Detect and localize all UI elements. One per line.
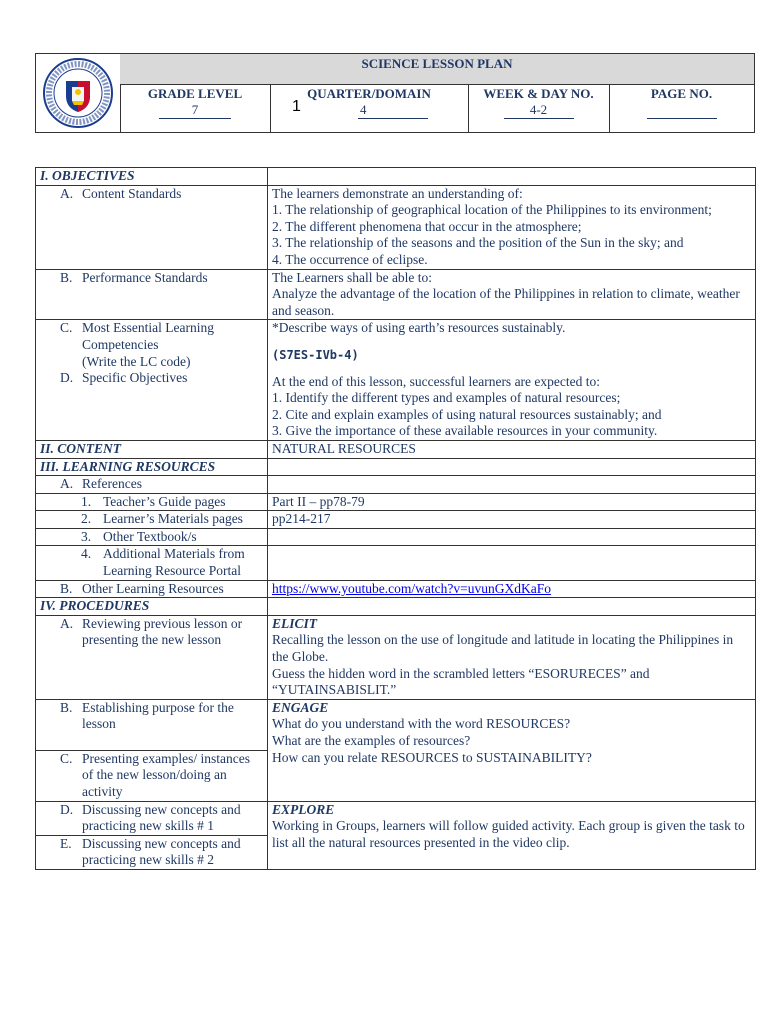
deped-seal-logo <box>36 54 121 132</box>
content-standards-line: The learners demonstrate an understanding of: <box>272 185 523 201</box>
week-underline <box>504 118 574 119</box>
objective-item: 2. Cite and explain examples of using natural resources sustainably; and <box>272 406 662 422</box>
procedure-b-line: How can you relate RESOURCES to SUSTAINABILITY? <box>272 749 592 765</box>
procedure-a-label: Reviewing previous lesson or presenting the new lesson <box>82 615 243 648</box>
other-resources-label: Other Learning Resources <box>82 580 224 596</box>
procedure-b-num: B. <box>60 699 73 715</box>
objectives-heading-row <box>36 168 756 186</box>
content-standards-text <box>268 185 756 269</box>
am-value <box>268 546 756 580</box>
other-resources-row <box>36 580 756 598</box>
quarter-domain-cell <box>270 84 469 132</box>
content-standards-line: 3. The relationship of the seasons and the position of the Sun in the sky; and <box>272 235 684 251</box>
procedure-c-num: C. <box>60 750 73 766</box>
content-standards-line: 1. The relationship of geographical location of the Philippines to its environment; <box>272 202 712 218</box>
procedure-b-line: What are the examples of resources? <box>272 733 471 748</box>
tg-value: Part II – pp78-79 <box>268 493 756 511</box>
procedure-e-num: E. <box>60 835 72 851</box>
performance-standards-label: Performance Standards <box>82 269 208 285</box>
tg-label: Teacher’s Guide pages <box>103 493 226 509</box>
tg-num: 1. <box>81 493 92 509</box>
performance-standards-text <box>268 269 756 320</box>
references-num: A. <box>60 476 74 492</box>
content-standards-line: 4. The occurrence of eclipse. <box>272 251 428 267</box>
tb-value <box>268 528 756 546</box>
procedure-d-num: D. <box>60 801 74 817</box>
melc-num: C. <box>60 320 73 336</box>
seal-icon <box>36 54 120 132</box>
procedure-d-label: Discussing new concepts and practicing new skills # 1 <box>82 801 241 834</box>
am-label: Additional Materials from Learning Resource Portal <box>103 546 245 579</box>
procedure-d-row <box>36 801 756 835</box>
youtube-link[interactable]: https://www.youtube.com/watch?v=uvunGXdKaFo <box>272 580 551 596</box>
content-standards-row <box>36 185 756 269</box>
grade-level-value: 7 <box>191 102 199 117</box>
specific-objectives-label: Specific Objectives <box>82 370 188 386</box>
procedure-a-row <box>36 615 756 699</box>
learning-resources-row <box>36 458 756 476</box>
procedure-a-line: Recalling the lesson on the use of longitude and latitude in locating the Philippines in the Globe. <box>272 632 734 665</box>
learners-materials-row <box>36 511 756 529</box>
procedures-heading: IV. PROCEDURES <box>36 598 268 616</box>
explore-phase: EXPLORE <box>272 801 335 817</box>
grade-level-label: GRADE LEVEL <box>147 86 243 101</box>
melc-code-hint: (Write the LC code) <box>82 353 191 369</box>
procedure-a-text <box>268 615 756 699</box>
specific-objectives-num: D. <box>60 370 74 386</box>
page-no-label: PAGE NO. <box>650 86 713 101</box>
week-day-cell <box>468 84 610 132</box>
quarter-mark: 1 <box>292 98 301 115</box>
lm-num: 2. <box>81 511 92 527</box>
objectives-heading: I. OBJECTIVES <box>36 168 268 186</box>
grade-underline <box>159 118 231 119</box>
references-row <box>36 476 756 494</box>
page-no-value <box>609 102 754 118</box>
competencies-row <box>36 320 756 441</box>
competency-code: (S7ES-IVb-4) <box>272 347 359 362</box>
content-value: NATURAL RESOURCES <box>268 440 756 458</box>
quarter-value-row <box>270 98 468 118</box>
lesson-plan-table <box>35 167 756 870</box>
quarter-underline <box>358 118 428 119</box>
grade-level-cell <box>120 84 271 132</box>
objective-item: 3. Give the importance of these available resources in your community. <box>272 423 658 439</box>
content-standards-num: A. <box>60 185 74 201</box>
header-table <box>35 53 755 133</box>
performance-standards-line: The Learners shall be able to: <box>272 269 433 285</box>
teachers-guide-row <box>36 493 756 511</box>
page-underline <box>647 118 717 119</box>
procedure-b-text <box>268 699 756 801</box>
quarter-domain-label: QUARTER/DOMAIN <box>307 86 431 101</box>
competencies-text <box>268 320 756 441</box>
performance-standards-row <box>36 269 756 320</box>
content-heading: II. CONTENT <box>36 440 268 458</box>
lm-label: Learner’s Materials pages <box>103 511 243 527</box>
additional-materials-row <box>36 546 756 580</box>
am-num: 4. <box>81 546 92 562</box>
engage-phase: ENGAGE <box>272 699 329 715</box>
other-resources-num: B. <box>60 580 73 596</box>
performance-standards-line: Analyze the advantage of the location of the Philippines in relation to climate, weather and season. <box>272 286 740 318</box>
performance-standards-num: B. <box>60 269 73 285</box>
week-day-label: WEEK & DAY NO. <box>483 86 594 101</box>
procedure-d-line: Working in Groups, learners will follow guided activity. Each group is given the task to list all the natural resources presented in the video clip. <box>272 818 745 850</box>
procedure-d-text <box>268 801 756 869</box>
content-row <box>36 440 756 458</box>
melc-label: Most Essential Learning Competencies <box>82 320 214 352</box>
procedure-b-label: Establishing purpose for the lesson <box>82 699 234 732</box>
procedures-heading-row <box>36 598 756 616</box>
objective-item: 1. Identify the different types and examples of natural resources; <box>272 390 621 406</box>
page-no-cell <box>609 84 754 132</box>
tb-label: Other Textbook/s <box>103 528 197 544</box>
procedure-c-label: Presenting examples/ instances of the new lesson/doing an activity <box>82 750 250 799</box>
procedure-b-line: What do you understand with the word RESOURCES? <box>272 716 571 732</box>
content-standards-label: Content Standards <box>82 185 182 201</box>
objectives-intro: At the end of this lesson, successful learners are expected to: <box>272 373 601 389</box>
learning-resources-heading: III. LEARNING RESOURCES <box>36 458 268 476</box>
procedure-a-line: Guess the hidden word in the scrambled letters “ESORURECES” and “YUTAINSABISLIT.” <box>272 665 650 698</box>
procedure-b-row <box>36 699 756 750</box>
other-textbooks-row <box>36 528 756 546</box>
competency-text: *Describe ways of using earth’s resources sustainably. <box>272 320 566 336</box>
elicit-phase: ELICIT <box>272 615 318 631</box>
procedure-a-num: A. <box>60 615 74 631</box>
content-standards-line: 2. The different phenomena that occur in the atmosphere; <box>272 218 582 234</box>
week-day-value: 4-2 <box>529 102 548 117</box>
references-label: References <box>82 476 142 492</box>
tb-num: 3. <box>81 528 92 544</box>
lesson-plan-title: SCIENCE LESSON PLAN <box>120 54 754 85</box>
lm-value: pp214-217 <box>268 511 756 529</box>
quarter-domain-value: 4 <box>360 102 367 117</box>
procedure-e-label: Discussing new concepts and practicing new skills # 2 <box>82 835 241 868</box>
